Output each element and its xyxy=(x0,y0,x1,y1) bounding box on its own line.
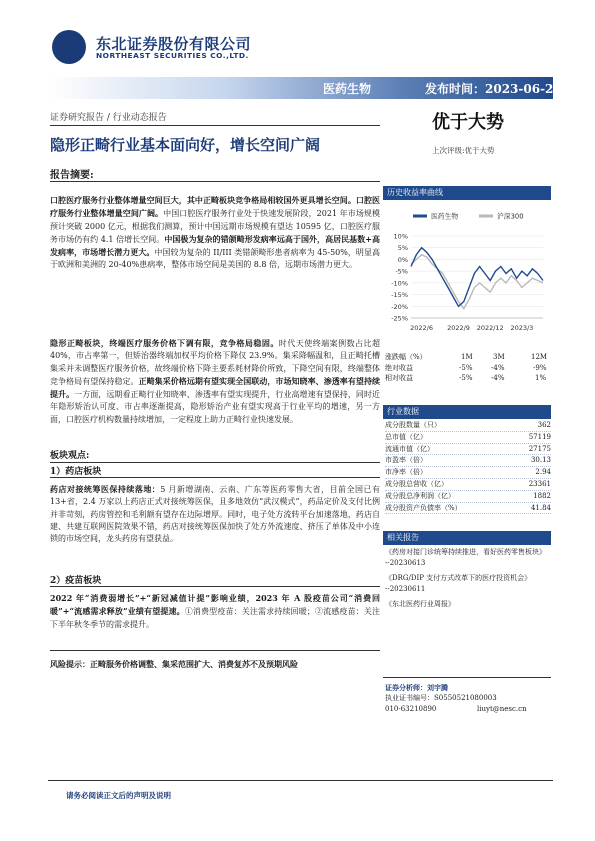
company-logo-icon xyxy=(52,30,86,64)
related-reports-list xyxy=(385,547,551,610)
performance-table xyxy=(385,352,551,384)
y-tick-label: 0% xyxy=(397,255,408,264)
related-report-date: --20230613 xyxy=(385,559,426,567)
analyst-phone: 010-63210890 xyxy=(385,705,437,713)
table-cell-value: 362 xyxy=(537,421,551,429)
perf-value: -4% xyxy=(491,374,505,383)
summary-title: 报告摘要: xyxy=(50,170,94,181)
rating: 优于大势 xyxy=(432,112,504,133)
table-cell-label: 成分股资产负债率（%） xyxy=(385,503,462,512)
section-1-paragraph xyxy=(50,483,380,545)
table-row xyxy=(385,491,551,503)
paragraph-1-bold-b: 中国极为复杂的错颌畸形发病率远高于国外，高居民基数+高发病率，市场增长潜力更大。 xyxy=(50,233,380,258)
legend-label: 医药生物 xyxy=(431,212,459,221)
section-1-title: 1）药店板块 xyxy=(50,467,102,477)
divider xyxy=(50,462,380,463)
table-cell-value: 41.84 xyxy=(530,503,551,512)
section-2-lead: 2022 年“消费弱增长”+“新冠减值计提”影响业绩，2023 年 A 股疫苗公司“消费回暖”+“流感需求释放”业绩有望提速。 xyxy=(50,593,380,617)
analyst-license: 执业证书编号：S0550521080003 xyxy=(385,694,497,702)
perf-value: -4% xyxy=(491,363,505,372)
x-tick-label: 2022/6 xyxy=(410,324,433,332)
section-1-lead: 药店对接统筹医保持续落地： xyxy=(50,484,161,494)
perf-label: 相对收益 xyxy=(385,374,413,383)
divider xyxy=(50,181,380,182)
perf-head-12m: 12M xyxy=(531,353,548,361)
table-row xyxy=(385,503,551,515)
paragraph-2 xyxy=(50,337,380,426)
footer-divider xyxy=(48,780,553,781)
related-report-link[interactable]: 《DRG/DIP 支付方式改革下的医疗投资机会》 xyxy=(385,574,532,582)
history-return-chart xyxy=(383,206,551,340)
risk-warning: 风险提示：正畸服务价格调整、集采范围扩大、消费复苏不及预期风险 xyxy=(50,659,298,669)
related-report-link[interactable]: 《东北医药行业周报》 xyxy=(385,600,455,608)
y-tick-label: -20% xyxy=(391,302,408,311)
x-tick-label: 2023/3 xyxy=(510,324,534,332)
chart-header: 历史收益率曲线 xyxy=(383,186,551,200)
table-row xyxy=(385,444,551,456)
x-tick-label: 2022/9 xyxy=(447,324,470,332)
table-row xyxy=(385,467,551,479)
performance-row xyxy=(385,363,551,374)
table-cell-value: 27175 xyxy=(528,444,551,453)
perf-value: 1% xyxy=(535,374,547,383)
table-row xyxy=(385,432,551,444)
table-cell-value: 2.94 xyxy=(535,468,551,477)
paragraph-1-lead: 口腔医疗服务行业整体增量空间巨大，其中正畸板块竞争格局相较国外更具增长空间。 xyxy=(50,195,356,205)
table-cell-value: 1882 xyxy=(533,491,551,500)
divider xyxy=(50,125,380,126)
table-cell-label: 成分股数量（只） xyxy=(385,421,441,429)
section-2-title: 2）疫苗板块 xyxy=(50,576,102,586)
publish-date: 发布时间：2023-06-21 xyxy=(425,82,562,96)
perf-value: -9% xyxy=(533,363,547,372)
paragraph-2-text-2: 一方面，远期看正畸行业知晓率、渗透率有望实现提升，行业高增速有望保持，同时近年隐形矫治认可度、市占率逐渐提高，隐形矫治产业有望实现高于行业平均的增速，另一方面，口腔医疗机构数量持续增加，一定程度上助力正畸行业快速发展。 xyxy=(50,390,381,424)
divider xyxy=(50,586,380,587)
y-tick-label: -25% xyxy=(391,314,408,323)
paragraph-1 xyxy=(50,194,380,272)
section-2-text: ①消费型疫苗：关注需求持续回暖；②流感疫苗：关注下半年秋冬季节的需求提升。 xyxy=(50,607,380,629)
table-cell-value: 23361 xyxy=(528,479,551,488)
table-cell-value: 57119 xyxy=(528,432,551,441)
table-cell-label: 成分股总营收（亿） xyxy=(385,479,448,488)
legend-label: 沪深300 xyxy=(497,212,524,221)
sector-label: 医药生物 xyxy=(323,82,372,96)
divider xyxy=(383,677,551,678)
perf-label: 绝对收益 xyxy=(385,363,413,372)
perf-value: -5% xyxy=(459,363,473,372)
report-type: 证券研究报告 / 行业动态报告 xyxy=(50,113,167,123)
chart-legend xyxy=(413,212,524,221)
perf-head-3m: 3M xyxy=(493,353,505,361)
y-tick-label: -5% xyxy=(395,267,408,276)
perf-value: -5% xyxy=(459,374,473,383)
views-title: 板块观点: xyxy=(50,451,90,461)
related-report-date: --20230611 xyxy=(385,585,426,593)
divider xyxy=(50,477,380,478)
series-line xyxy=(411,255,543,309)
y-tick-label: -15% xyxy=(391,291,408,300)
table-cell-label: 流通市值（亿） xyxy=(385,444,434,453)
paragraph-1-text-2: 中国较为复杂的 II/III 类错颌畸形患者病率为 45-50%，明显高于欧洲和美洲的 20-40%患病率，整体市场空间是美国的 8.8 倍，远期市场潜力更大。 xyxy=(50,248,380,270)
table-cell-value: 30.13 xyxy=(530,456,551,465)
table-cell-label: 市盈率（倍） xyxy=(385,456,427,465)
paragraph-1-bold-a: 口腔医疗服务行业整体增量空间广阔。 xyxy=(50,195,381,219)
industry-data-table xyxy=(385,420,551,514)
series-line xyxy=(411,248,543,307)
section-2-paragraph xyxy=(50,592,380,631)
report-title: 隐形正畸行业基本面向好，增长空间广阔 xyxy=(50,136,321,154)
paragraph-2-text: 时代天使终端案例数占比超 40%，市占率第一，但矫治器终端加权平均价格下降仅 23.9%。集采降幅温和，且正畸托槽集采并未调整医疗服务价格，故终端价格下降主要系耗材降价所致，下降空间有限，终端整体竞争格局有望保持稳定。 xyxy=(50,339,381,386)
y-tick-label: 10% xyxy=(393,232,408,241)
table-cell-label: 成分股总净利润（亿） xyxy=(385,491,455,500)
analyst-info xyxy=(385,682,551,715)
perf-head-label: 涨跌幅（%） xyxy=(385,353,427,361)
table-cell-label: 市净率（倍） xyxy=(385,468,427,477)
y-tick-label: 5% xyxy=(397,244,408,253)
industry-data-header: 行业数据 xyxy=(383,405,551,419)
footer-disclaimer-link[interactable]: 请务必阅读正文后的声明及说明 xyxy=(66,791,171,800)
company-name-en: NORTHEAST SECURITIES CO.,LTD. xyxy=(96,51,249,60)
table-row xyxy=(385,455,551,467)
analyst-email[interactable]: liuyt@nesc.cn xyxy=(477,705,527,713)
analyst-name: 证券分析师：刘宇腾 xyxy=(385,683,448,692)
x-tick-label: 2022/12 xyxy=(476,324,504,332)
table-row xyxy=(385,420,551,432)
paragraph-2-bold-b: 正畸集采价格远期有望实现全国联动，市场知晓率、渗透率有望持续提升。 xyxy=(50,375,381,400)
previous-rating: 上次评级:优于大势 xyxy=(432,146,495,155)
related-report-link[interactable]: 《药房对接门诊统筹持续推进，看好医药零售板块》 xyxy=(385,548,546,556)
related-reports-header: 相关报告 xyxy=(383,531,551,545)
table-row xyxy=(385,479,551,491)
y-tick-label: -10% xyxy=(391,279,408,288)
section-1-text: 5 月新增湖南、云南、广东等医药零售大省，目前全国已有 13+省，2.4 万家以上药店正式对接统筹医保，且多地效仿“武汉模式”，药品定价及支付比例并非苛刻，药房管控和毛利额有望存在边际增厚。同时，电子处方流转平台加速落地，药店自建、共建互联网医院效果不错，药店对接统筹医保加快了处方外流速度、挤压了单体及中小连锁的市场空间，龙头药房有望获益。 xyxy=(50,485,380,544)
company-name-cn: 东北证券股份有限公司 xyxy=(96,35,252,53)
performance-row xyxy=(385,373,551,384)
paragraph-2-lead: 隐形正畸板块，终端医疗服务价格下调有限，竞争格局稳固。 xyxy=(50,338,279,348)
table-cell-label: 总市值（亿） xyxy=(385,432,427,441)
divider xyxy=(50,650,380,651)
paragraph-1-text: 中国口腔医疗服务行业处于快速发展阶段，2021 年市场规模预计突破 2000 亿元，根据我们测算，预计中国远期市场规模有望达 10595 亿，口腔医疗服务市场仍有约 4.1 倍增长空间。 xyxy=(50,209,380,244)
performance-header-row xyxy=(385,352,551,363)
perf-head-1m: 1M xyxy=(461,353,473,361)
